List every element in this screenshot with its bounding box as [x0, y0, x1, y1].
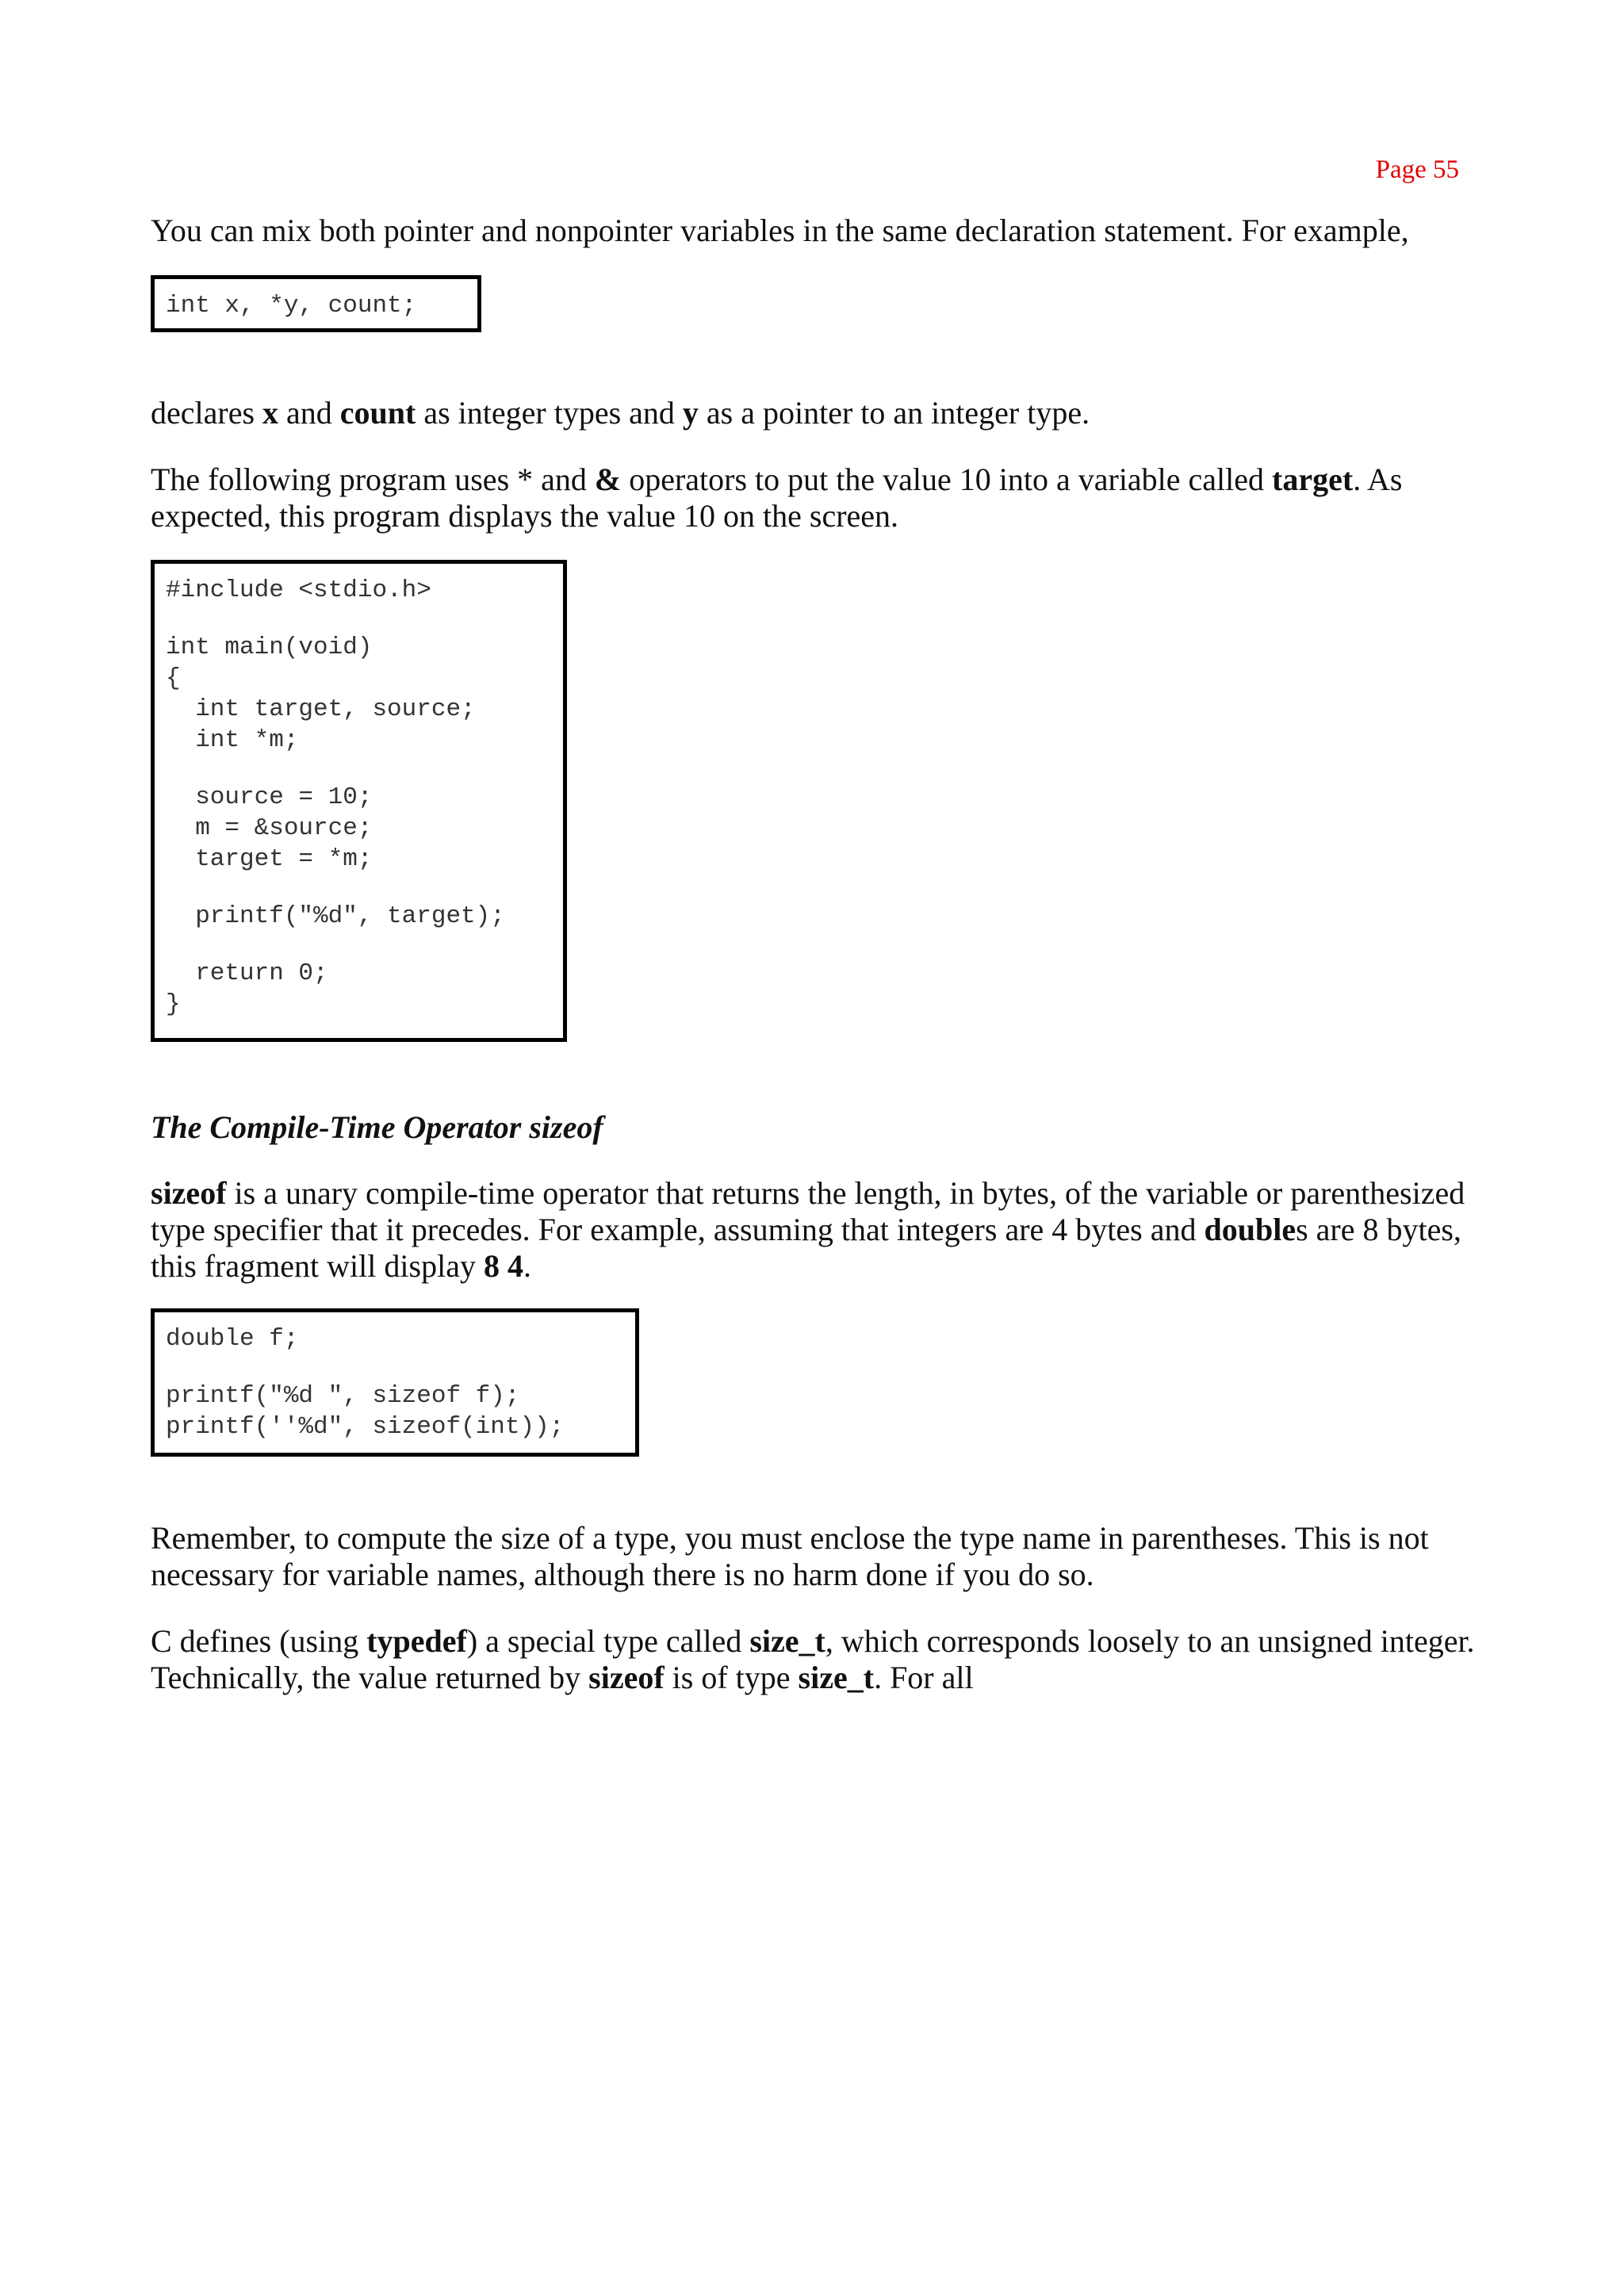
- text-run: operators to put the value 10 into a variable called: [621, 461, 1273, 497]
- code-line: source = 10;: [166, 783, 373, 811]
- code-line: int x, *y, count;: [166, 292, 417, 320]
- text-run: . As expected, this program displays the value 10 on the screen.: [151, 461, 1403, 534]
- bold-term: sizeof: [151, 1175, 227, 1211]
- code-line: int main(void): [166, 634, 373, 661]
- section-heading: The Compile-Time Operator sizeof: [151, 1109, 603, 1145]
- paragraph-parentheses-note: Remember, to compute the size of a type, you must enclose the type name in parentheses. This is not necessary for variable names, although there is no harm done if you do so.: [151, 1520, 1429, 1592]
- code-line: int *m;: [166, 726, 299, 754]
- bold-term: target: [1272, 461, 1354, 497]
- paragraph-size-t: [151, 1623, 1475, 1696]
- code-block-declaration: [151, 275, 481, 332]
- text-run: and: [278, 395, 340, 431]
- text-run: The following program uses * and: [151, 461, 595, 497]
- paragraph-program-intro: [151, 461, 1475, 534]
- code-line: }: [166, 990, 181, 1018]
- text-run: . For all: [874, 1660, 974, 1695]
- paragraph-sizeof-description: [151, 1175, 1475, 1285]
- code-block-sizeof: [151, 1308, 639, 1457]
- code-line: return 0;: [166, 959, 328, 987]
- code-line: printf("%d", target);: [166, 902, 505, 930]
- text-run: is of type: [664, 1660, 799, 1695]
- bold-term: double: [1204, 1212, 1297, 1247]
- code-line: {: [166, 664, 181, 692]
- page-number: Page 55: [1375, 155, 1459, 184]
- code-line: #include <stdio.h>: [166, 576, 431, 604]
- text-run: C defines (using: [151, 1623, 367, 1659]
- text-run: ) a special type called: [466, 1623, 750, 1659]
- bold-term: typedef: [366, 1623, 467, 1659]
- text-run: as a pointer to an integer type.: [698, 395, 1090, 431]
- paragraph-mixed-declarations: You can mix both pointer and nonpointer variables in the same declaration statement. For example,: [151, 213, 1409, 248]
- text-run: declares: [151, 395, 263, 431]
- bold-term: y: [682, 395, 699, 431]
- paragraph-declares-explanation: [151, 395, 1475, 431]
- text-run: , which corresponds loosely to an unsigned integer. Technically, the value returned by: [151, 1623, 1475, 1695]
- text-run: is a unary compile-time operator that returns the length, in bytes, of the variable or parenthesized type specifier that it precedes. For example, assuming that integers are 4 bytes and: [151, 1175, 1465, 1247]
- bold-term: 8 4: [483, 1248, 523, 1284]
- text-run: .: [523, 1248, 531, 1284]
- code-line-blank: [166, 875, 563, 901]
- code-line: printf("%d ", sizeof f);: [166, 1382, 520, 1410]
- text-run: s are 8 bytes, this fragment will display: [151, 1212, 1461, 1284]
- bold-term: x: [262, 395, 279, 431]
- bold-term: &: [594, 461, 622, 497]
- bold-term: size_t: [798, 1660, 875, 1695]
- code-line-blank: [166, 932, 563, 958]
- code-line: int target, source;: [166, 695, 476, 723]
- bold-term: sizeof: [588, 1660, 665, 1695]
- bold-term: size_t: [749, 1623, 825, 1659]
- bold-term: count: [339, 395, 416, 431]
- code-line: double f;: [166, 1325, 299, 1353]
- code-line: m = &source;: [166, 814, 373, 842]
- code-block-program: [151, 560, 567, 1042]
- code-line-blank: [166, 1354, 635, 1381]
- code-line: printf(''%d", sizeof(int));: [166, 1413, 565, 1441]
- code-line-blank: [166, 606, 563, 632]
- text-run: as integer types and: [416, 395, 683, 431]
- code-line-blank: [166, 756, 563, 782]
- code-line: target = *m;: [166, 845, 373, 873]
